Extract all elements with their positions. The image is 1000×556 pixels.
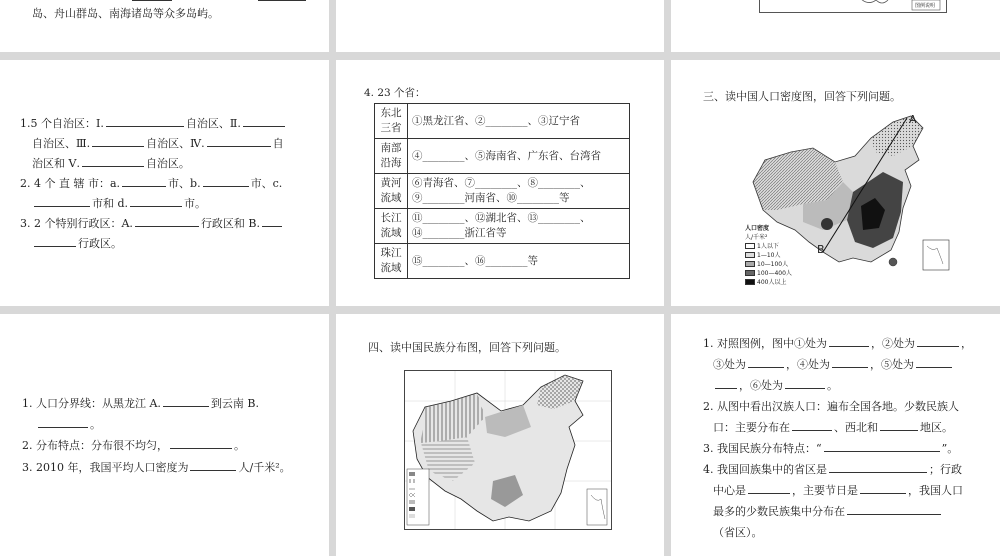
answer-blank[interactable] [829,460,927,473]
panel-population-density [671,60,1000,306]
density-legend [745,223,829,286]
legend-item [745,268,829,277]
q-text: 治区和 Ⅴ. [32,157,80,170]
region-cell: 珠江流域 [375,244,408,279]
question-line [22,458,291,478]
q-text: ，⑥处为 [739,379,783,392]
legend-label: 1人以下 [757,243,779,250]
q-text: 中心是 [713,484,746,497]
region-cell: 南部沿海 [375,139,408,174]
q-text: 3. 2010 年，我国平均人口密度为 [22,461,189,474]
legend-item [745,259,829,268]
answer-blank[interactable] [916,355,952,368]
question-line [713,376,838,396]
question-line [22,394,259,414]
provinces-cell[interactable]: ⑪________、⑫湖北省、⑬________、⑭________浙江省等 [408,209,630,244]
q-text: 1. 人口分界线：从黑龙江 A. [22,397,161,410]
provinces-cell[interactable]: ⑥青海省、⑦________、⑧________、⑨________河南省、⑩________等 [408,174,630,209]
q-text: 。 [90,418,101,431]
legend-title: 人口密度 [745,225,770,232]
q-text: 人/千米²。 [238,461,291,474]
region-cell: 东北三省 [375,104,408,139]
question-line [703,460,962,480]
q-text: 2. 4 个 直 辖 市：a. [20,177,121,190]
answer-blank[interactable] [34,234,76,247]
provinces-title: 4. 23 个省： [364,87,426,99]
question-line [713,502,943,522]
answer-blank[interactable] [163,394,209,407]
section-title: 三、读中国人口密度图，回答下列问题。 [703,90,901,103]
question-line [32,234,122,254]
panel-autonomous-regions [0,60,329,306]
question-line [703,334,972,354]
provinces-cell[interactable]: ④________、⑤海南省、广东省、台湾省 [408,139,630,174]
answer-blank[interactable] [170,436,232,449]
question-line [32,194,206,214]
panel-top-right [671,0,1000,52]
legend-label: 10—100人 [757,261,789,268]
answer-blank[interactable] [262,214,282,227]
q-text: 3. 我国民族分布特点：“ [703,442,822,455]
q-text: 口：主要分布在 [713,421,790,434]
q-text: 3. 2 个特别行政区：A. [20,217,133,230]
answer-blank[interactable] [748,481,790,494]
answer-blank[interactable] [880,418,918,431]
question-line: （省区）。 [713,526,763,539]
answer-blank[interactable] [917,334,959,347]
question-line [713,355,954,375]
panel-population-questions [0,314,329,556]
answer-blank[interactable] [824,439,940,452]
question-line [22,436,245,456]
answer-blank[interactable] [106,114,184,127]
region-cell: 黄河流域 [375,174,408,209]
legend-label: 1—10人 [757,252,781,259]
question-line [36,415,101,435]
q-text: ，我国人口 [908,484,963,497]
table-row [375,139,630,174]
q-text: ，②处为 [871,337,915,350]
q-text: ， [961,337,972,350]
legend-item [745,241,829,250]
q-text: ，主要节日是 [792,484,858,497]
map-fragment [759,0,947,13]
legend-label: 400人以上 [757,279,787,286]
question-line [20,214,284,234]
answer-blank[interactable] [34,194,90,207]
answer-blank[interactable] [748,355,784,368]
q-text: 自 [272,137,284,150]
question-line [32,154,190,174]
q-text: 地区。 [920,421,953,434]
q-text: ③处为 [713,358,746,371]
q-text: 市。 [184,197,207,210]
legend-label: 100—400人 [757,270,792,277]
question-line [20,114,287,134]
answer-blank[interactable] [715,376,737,389]
q-text: 自治区、Ⅲ. [32,137,91,150]
q-text: 2. 分布特点：分布很不均匀， [22,439,168,452]
panel-ethnic-questions [671,314,1000,556]
q-text: 1.5 个自治区：Ⅰ. [20,117,104,130]
q-text: 1. 对照图例，图中①处为 [703,337,827,350]
q-text: ，④处为 [786,358,830,371]
legend-item [745,250,829,259]
q-text: 。 [234,439,245,452]
section-title: 四、读中国民族分布图，回答下列问题。 [368,341,566,354]
island-text: 岛、舟山群岛、南海诸岛等众多岛屿。 [32,7,219,20]
answer-blank[interactable] [792,418,832,431]
q-text: 行政区。 [78,237,122,250]
legend-unit: 人/千米² [745,234,768,241]
answer-blank[interactable] [203,174,249,187]
legend-item [745,277,829,286]
q-text: 、西北和 [834,421,878,434]
q-text: ；行政 [929,463,962,476]
answer-blank[interactable] [860,481,906,494]
answer-blank[interactable] [38,415,88,428]
question-line [20,174,282,194]
blank-line [258,0,306,1]
q-text: ”。 [941,442,959,455]
answer-blank[interactable] [243,114,285,127]
ethnic-map-graphic [405,371,611,529]
label-b: B [817,243,825,256]
answer-blank[interactable] [122,174,166,187]
legend-swatch [745,252,755,258]
answer-blank[interactable] [82,154,144,167]
q-text: 4. 我国回族集中的省区是 [703,463,827,476]
panel-top-left [0,0,329,52]
question-line [713,418,953,438]
question-line [713,481,963,501]
q-text: 最多的少数民族集中分布在 [713,505,845,518]
q-text: 市、c. [250,177,283,190]
answer-blank[interactable] [847,502,941,515]
panel-ethnic-map [336,314,664,556]
answer-blank[interactable] [135,214,199,227]
blank-line [132,0,172,1]
label-a: A [909,113,917,126]
answer-blank[interactable] [92,134,144,147]
region-cell: 长江流域 [375,209,408,244]
answer-blank[interactable] [190,458,236,471]
provinces-table [374,103,630,279]
provinces-cell[interactable]: ①黑龙江省、②________、③辽宁省 [408,104,630,139]
legend-swatch [745,261,755,267]
q-text: 市、b. [168,177,201,190]
legend-swatch [745,243,755,249]
legend-swatch [745,270,755,276]
q-text: 行政区和 B. [200,217,261,230]
table-row [375,174,630,209]
answer-blank[interactable] [130,194,182,207]
legend-swatch [745,279,755,285]
question-line [703,439,958,459]
q-text: 到云南 B. [210,397,260,410]
q-text: 。 [827,379,838,392]
answer-blank[interactable] [829,334,869,347]
map-legend-label: 图例说明 [915,3,936,9]
q-text: 自治区、Ⅳ. [146,137,205,150]
q-text: 市和 d. [92,197,129,210]
panel-top-middle [336,0,664,52]
answer-blank[interactable] [207,134,271,147]
question-line [32,134,284,154]
q-text: ，⑤处为 [870,358,914,371]
q-text: 自治区。 [145,157,190,170]
provinces-cell[interactable]: ⑮________、⑯________等 [408,244,630,279]
panel-provinces [336,60,664,306]
q-text: 自治区、Ⅱ. [185,117,241,130]
table-row [375,244,630,279]
answer-blank[interactable] [785,376,825,389]
answer-blank[interactable] [832,355,868,368]
ethnic-distribution-map [404,370,612,530]
table-row [375,104,630,139]
question-line: 2. 从图中看出汉族人口：遍布全国各地。少数民族人 [703,400,959,413]
table-row [375,209,630,244]
